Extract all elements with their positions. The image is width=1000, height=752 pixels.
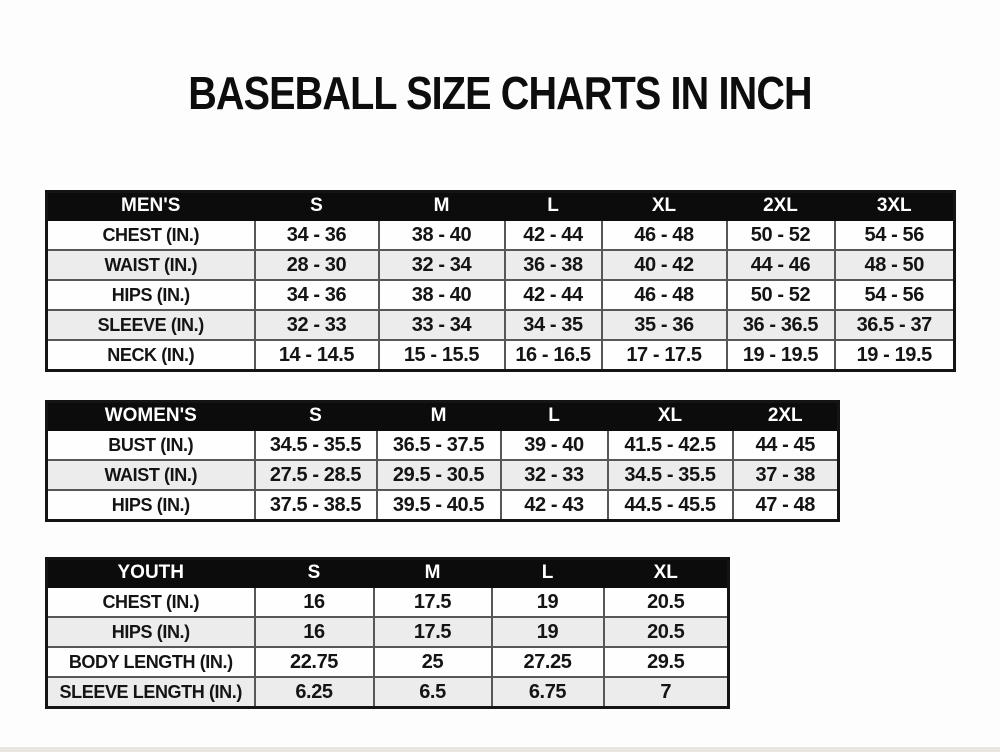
size-value-cell: 44 - 46 (727, 250, 835, 280)
size-value-cell: 6.25 (255, 677, 374, 708)
table-row (47, 460, 839, 490)
size-value-cell: 16 (255, 587, 374, 617)
row-label: HIPS (IN.) (47, 280, 255, 310)
size-value-cell: 19 (492, 587, 604, 617)
size-value-cell: 17.5 (374, 587, 492, 617)
size-value-cell: 50 - 52 (727, 220, 835, 250)
size-value-cell: 34.5 - 35.5 (608, 460, 733, 490)
table-row (47, 647, 729, 677)
size-column-header: XL (608, 402, 733, 431)
size-value-cell: 44 - 45 (733, 430, 839, 460)
row-label: HIPS (IN.) (47, 490, 255, 521)
size-value-cell: 36 - 38 (505, 250, 602, 280)
row-label: CHEST (IN.) (47, 220, 255, 250)
size-value-cell: 16 (255, 617, 374, 647)
size-value-cell: 17 - 17.5 (602, 340, 727, 371)
table-header-row (47, 192, 955, 221)
size-value-cell: 20.5 (604, 587, 729, 617)
size-column-header: L (492, 559, 604, 588)
size-value-cell: 44.5 - 45.5 (608, 490, 733, 521)
row-label: NECK (IN.) (47, 340, 255, 371)
size-value-cell: 33 - 34 (379, 310, 505, 340)
size-column-header: M (374, 559, 492, 588)
row-label: SLEEVE LENGTH (IN.) (47, 677, 255, 708)
table-row (47, 490, 839, 521)
table-row (47, 677, 729, 708)
size-value-cell: 29.5 (604, 647, 729, 677)
size-column-header: L (505, 192, 602, 221)
size-value-cell: 54 - 56 (835, 220, 955, 250)
size-column-header: 2XL (727, 192, 835, 221)
size-value-cell: 6.5 (374, 677, 492, 708)
row-label: WAIST (IN.) (47, 460, 255, 490)
size-value-cell: 37 - 38 (733, 460, 839, 490)
size-value-cell: 34 - 36 (255, 280, 379, 310)
mens-size-table (45, 190, 956, 372)
size-value-cell: 32 - 33 (255, 310, 379, 340)
row-label: CHEST (IN.) (47, 587, 255, 617)
size-column-header: XL (604, 559, 729, 588)
row-label: WAIST (IN.) (47, 250, 255, 280)
size-value-cell: 34 - 35 (505, 310, 602, 340)
size-column-header: XL (602, 192, 727, 221)
size-value-cell: 25 (374, 647, 492, 677)
table-header-row (47, 402, 839, 431)
table-group-title: YOUTH (47, 559, 255, 588)
size-column-header: 2XL (733, 402, 839, 431)
size-value-cell: 32 - 34 (379, 250, 505, 280)
size-value-cell: 39.5 - 40.5 (377, 490, 501, 521)
size-value-cell: 20.5 (604, 617, 729, 647)
size-value-cell: 37.5 - 38.5 (255, 490, 377, 521)
page-title: BASEBALL SIZE CHARTS IN INCH (188, 67, 812, 119)
table-row (47, 340, 955, 371)
row-label: HIPS (IN.) (47, 617, 255, 647)
size-value-cell: 41.5 - 42.5 (608, 430, 733, 460)
size-column-header: L (501, 402, 608, 431)
size-value-cell: 34 - 36 (255, 220, 379, 250)
size-value-cell: 36.5 - 37.5 (377, 430, 501, 460)
size-column-header: M (379, 192, 505, 221)
size-value-cell: 54 - 56 (835, 280, 955, 310)
size-value-cell: 28 - 30 (255, 250, 379, 280)
size-value-cell: 46 - 48 (602, 280, 727, 310)
size-value-cell: 36 - 36.5 (727, 310, 835, 340)
size-column-header: S (255, 402, 377, 431)
size-value-cell: 42 - 43 (501, 490, 608, 521)
size-value-cell: 15 - 15.5 (379, 340, 505, 371)
size-value-cell: 42 - 44 (505, 220, 602, 250)
size-value-cell: 6.75 (492, 677, 604, 708)
row-label: SLEEVE (IN.) (47, 310, 255, 340)
size-value-cell: 17.5 (374, 617, 492, 647)
size-value-cell: 16 - 16.5 (505, 340, 602, 371)
size-column-header: M (377, 402, 501, 431)
womens-size-table (45, 400, 840, 522)
image-bottom-edge (0, 747, 1000, 752)
row-label: BODY LENGTH (IN.) (47, 647, 255, 677)
size-value-cell: 19 (492, 617, 604, 647)
size-value-cell: 32 - 33 (501, 460, 608, 490)
table-row (47, 617, 729, 647)
table-row (47, 587, 729, 617)
table-row (47, 430, 839, 460)
size-value-cell: 46 - 48 (602, 220, 727, 250)
size-value-cell: 38 - 40 (379, 280, 505, 310)
size-value-cell: 34.5 - 35.5 (255, 430, 377, 460)
table-row (47, 250, 955, 280)
size-value-cell: 27.5 - 28.5 (255, 460, 377, 490)
size-value-cell: 22.75 (255, 647, 374, 677)
size-value-cell: 50 - 52 (727, 280, 835, 310)
size-column-header: 3XL (835, 192, 955, 221)
size-value-cell: 27.25 (492, 647, 604, 677)
youth-size-table (45, 557, 730, 709)
size-value-cell: 29.5 - 30.5 (377, 460, 501, 490)
size-column-header: S (255, 559, 374, 588)
size-value-cell: 39 - 40 (501, 430, 608, 460)
size-value-cell: 48 - 50 (835, 250, 955, 280)
table-header-row (47, 559, 729, 588)
table-group-title: WOMEN'S (47, 402, 255, 431)
size-value-cell: 42 - 44 (505, 280, 602, 310)
table-group-title: MEN'S (47, 192, 255, 221)
size-value-cell: 38 - 40 (379, 220, 505, 250)
table-row (47, 280, 955, 310)
size-value-cell: 14 - 14.5 (255, 340, 379, 371)
size-value-cell: 19 - 19.5 (727, 340, 835, 371)
size-value-cell: 47 - 48 (733, 490, 839, 521)
size-value-cell: 40 - 42 (602, 250, 727, 280)
table-row (47, 310, 955, 340)
row-label: BUST (IN.) (47, 430, 255, 460)
size-value-cell: 7 (604, 677, 729, 708)
size-value-cell: 35 - 36 (602, 310, 727, 340)
size-value-cell: 19 - 19.5 (835, 340, 955, 371)
size-column-header: S (255, 192, 379, 221)
table-row (47, 220, 955, 250)
size-value-cell: 36.5 - 37 (835, 310, 955, 340)
